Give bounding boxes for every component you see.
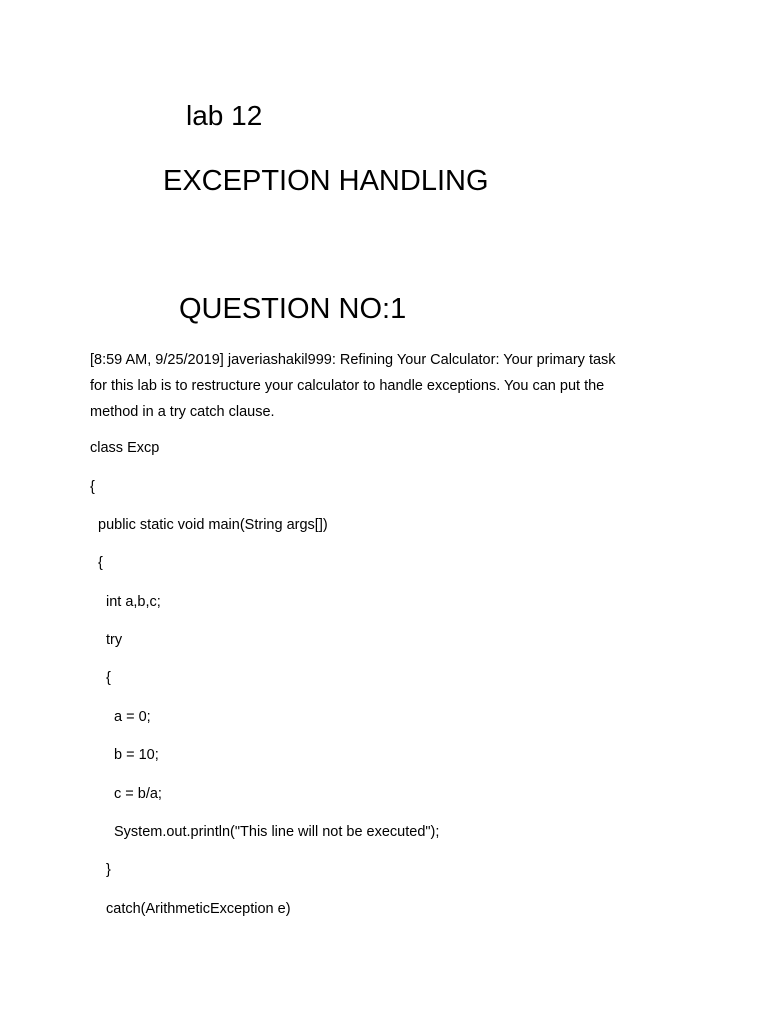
lab-title: lab 12: [186, 100, 263, 131]
description-line: for this lab is to restructure your calculator to handle exceptions. You can put the: [90, 378, 605, 394]
code-line: {: [98, 555, 103, 571]
code-line: catch(ArithmeticException e): [106, 901, 291, 917]
code-line: try: [106, 632, 123, 648]
code-line: }: [106, 862, 111, 878]
code-line: public static void main(String args[]): [98, 517, 328, 533]
code-line: {: [90, 479, 95, 495]
code-line: c = b/a;: [114, 786, 162, 802]
topic-title: EXCEPTION HANDLING: [163, 165, 489, 197]
description-line: method in a try catch clause.: [90, 404, 275, 420]
code-line: int a,b,c;: [106, 594, 161, 610]
question-title: QUESTION NO:1: [179, 293, 407, 325]
code-line: a = 0;: [114, 709, 151, 725]
code-line: {: [106, 670, 111, 686]
code-line: class Excp: [90, 440, 160, 456]
code-line: b = 10;: [114, 747, 159, 763]
question-description: [90, 347, 690, 425]
description-line: [8:59 AM, 9/25/2019] javeriashakil999: Refining Your Calculator: Your primary task: [90, 352, 616, 368]
code-line: System.out.println("This line will not be executed");: [114, 824, 440, 840]
